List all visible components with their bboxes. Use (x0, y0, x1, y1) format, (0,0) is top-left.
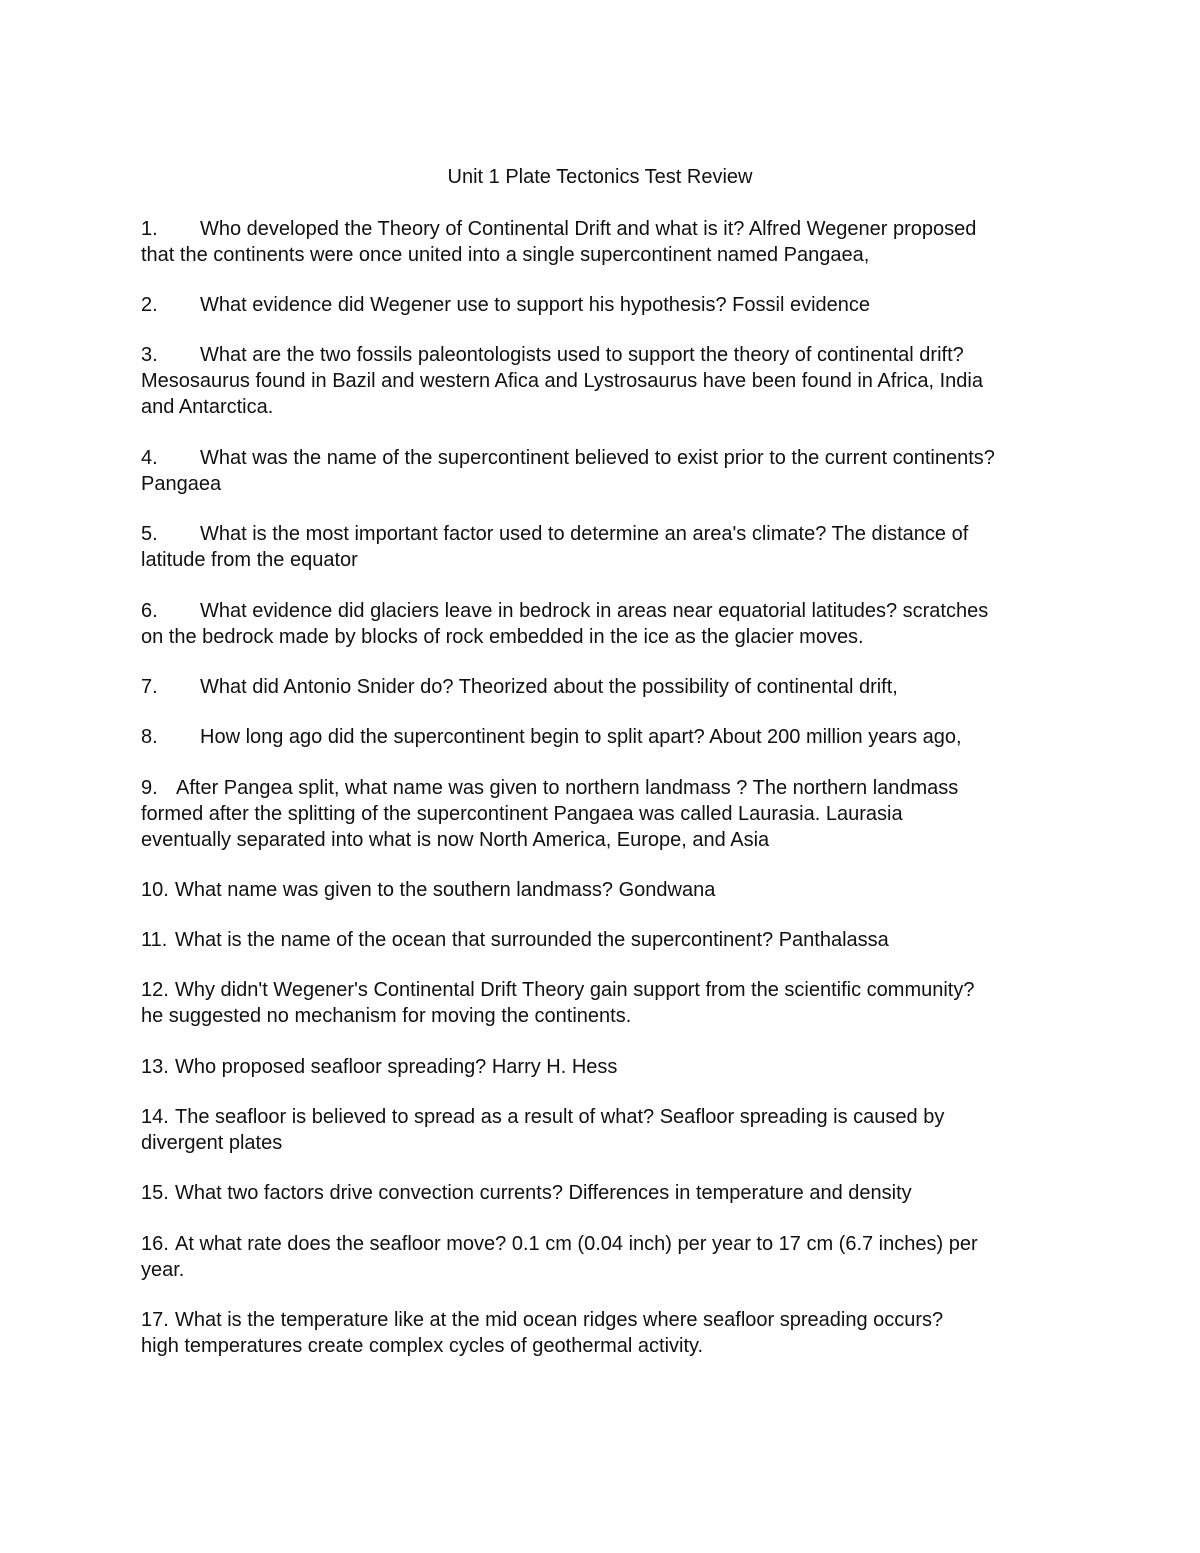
review-item-line (141, 521, 1071, 547)
item-number: 12. (141, 979, 169, 1001)
review-item-17 (141, 1307, 1071, 1359)
review-item-line (141, 1307, 1071, 1333)
item-text: What evidence did glaciers leave in bedrock in areas near equatorial latitudes? scratches (200, 600, 989, 622)
review-item-line (141, 724, 1071, 750)
item-text: latitude from the equator (141, 549, 358, 571)
review-item-1 (141, 216, 1071, 268)
review-item-6 (141, 598, 1071, 650)
item-text: How long ago did the supercontinent begin to split apart? About 200 million years ago, (200, 726, 962, 748)
review-item-line (141, 342, 1071, 368)
review-item-10 (141, 877, 1071, 903)
item-text: on the bedrock made by blocks of rock embedded in the ice as the glacier moves. (141, 626, 864, 648)
review-item-line (141, 292, 1071, 318)
review-item-7 (141, 674, 1071, 700)
review-item-line (141, 598, 1071, 624)
item-text: What is the temperature like at the mid ocean ridges where seafloor spreading occurs? (175, 1309, 944, 1331)
item-text: Pangaea (141, 473, 222, 495)
item-text: Who proposed seafloor spreading? Harry H. Hess (175, 1056, 618, 1078)
item-text: Mesosaurus found in Bazil and western Afica and Lystrosaurus have been found in Africa, India (141, 370, 983, 392)
review-item-line (141, 977, 1071, 1003)
item-text: At what rate does the seafloor move? 0.1 cm (0.04 inch) per year to 17 cm (6.7 inches) per (175, 1233, 978, 1255)
review-item-line (141, 1054, 1071, 1080)
review-item-line (141, 1180, 1071, 1206)
item-text: What name was given to the southern landmass? Gondwana (175, 879, 716, 901)
item-number: 9. (141, 777, 158, 799)
review-item-2 (141, 292, 1071, 318)
review-item-14 (141, 1104, 1071, 1156)
item-text: that the continents were once united into a single supercontinent named Pangaea, (141, 244, 870, 266)
item-number: 11. (141, 929, 168, 951)
review-item-line (141, 1231, 1071, 1257)
review-item-13 (141, 1054, 1071, 1080)
item-text: What are the two fossils paleontologists used to support the theory of continental drift? (200, 344, 964, 366)
review-item-12 (141, 977, 1071, 1029)
review-item-11 (141, 927, 1071, 953)
review-item-5 (141, 521, 1071, 573)
item-text: he suggested no mechanism for moving the continents. (141, 1005, 632, 1027)
item-text: Who developed the Theory of Continental Drift and what is it? Alfred Wegener proposed (200, 218, 977, 240)
item-number: 7. (141, 676, 158, 698)
item-text: After Pangea split, what name was given to northern landmass ? The northern landmass (176, 777, 959, 799)
review-item-line (141, 775, 1071, 801)
item-text: divergent plates (141, 1132, 283, 1154)
item-number: 3. (141, 344, 158, 366)
review-item-line (141, 877, 1071, 903)
item-number: 1. (141, 218, 158, 240)
item-text: The seafloor is believed to spread as a result of what? Seafloor spreading is caused by (175, 1106, 945, 1128)
review-item-8 (141, 724, 1071, 750)
item-text: high temperatures create complex cycles of geothermal activity. (141, 1335, 704, 1357)
item-text: and Antarctica. (141, 396, 274, 418)
item-text: What evidence did Wegener use to support his hypothesis? Fossil evidence (200, 294, 871, 316)
review-item-line (141, 927, 1071, 953)
item-number: 2. (141, 294, 158, 316)
item-text: year. (141, 1259, 185, 1281)
item-number: 4. (141, 447, 158, 469)
page-title: Unit 1 Plate Tectonics Test Review (447, 166, 753, 188)
review-item-line (141, 1104, 1071, 1130)
item-number: 14. (141, 1106, 169, 1128)
review-item-15 (141, 1180, 1071, 1206)
review-item-4 (141, 445, 1071, 497)
review-item-16 (141, 1231, 1071, 1283)
item-number: 15. (141, 1182, 169, 1204)
item-text: eventually separated into what is now North America, Europe, and Asia (141, 829, 770, 851)
item-text: What was the name of the supercontinent believed to exist prior to the current continents? (200, 447, 995, 469)
review-item-line (141, 674, 1071, 700)
item-number: 5. (141, 523, 158, 545)
item-number: 13. (141, 1056, 169, 1078)
review-item-line (141, 445, 1071, 471)
item-text: What is the most important factor used to determine an area's climate? The distance of (200, 523, 969, 545)
item-number: 6. (141, 600, 158, 622)
item-number: 8. (141, 726, 158, 748)
item-text: What is the name of the ocean that surrounded the supercontinent? Panthalassa (175, 929, 889, 951)
item-text: Why didn't Wegener's Continental Drift Theory gain support from the scientific community? (175, 979, 975, 1001)
item-text: What did Antonio Snider do? Theorized about the possibility of continental drift, (200, 676, 898, 698)
item-number: 10. (141, 879, 169, 901)
review-item-9 (141, 775, 1071, 853)
item-number: 16. (141, 1233, 169, 1255)
item-text: What two factors drive convection currents? Differences in temperature and density (175, 1182, 912, 1204)
review-item-line (141, 216, 1071, 242)
item-number: 17. (141, 1309, 169, 1331)
item-text: formed after the splitting of the supercontinent Pangaea was called Laurasia. Laurasia (141, 803, 903, 825)
review-item-3 (141, 342, 1071, 420)
